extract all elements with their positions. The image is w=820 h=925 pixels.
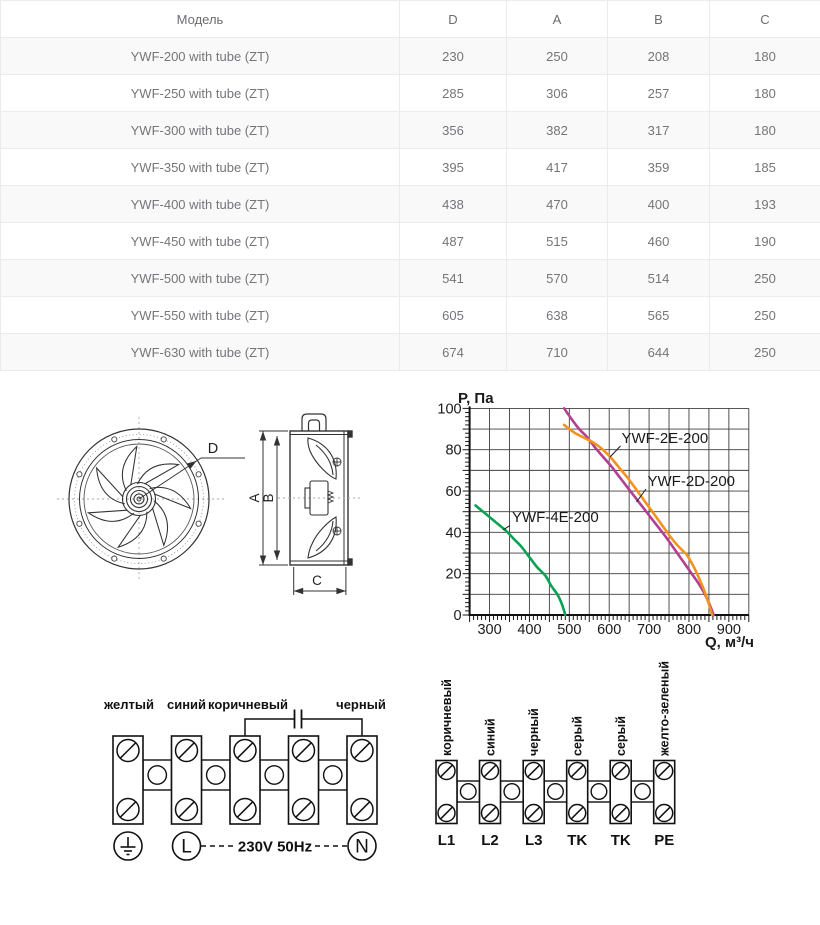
dim-d-label: D xyxy=(207,441,219,457)
wiring-diagram-single-phase xyxy=(85,690,405,875)
svg-text:900: 900 xyxy=(716,622,741,638)
table-cell: 180 xyxy=(710,75,820,112)
table-cell: YWF-200 with tube (ZT) xyxy=(1,38,400,75)
wiring-diagram-three-phase xyxy=(425,661,690,860)
table-cell: 250 xyxy=(710,297,820,334)
table-row xyxy=(1,38,820,75)
wire-label: коричневый xyxy=(208,697,288,712)
table-cell: 395 xyxy=(400,149,507,186)
table-row xyxy=(1,223,820,260)
terminal-designations xyxy=(438,832,674,849)
table-cell: YWF-350 with tube (ZT) xyxy=(1,149,400,186)
table-cell: 180 xyxy=(710,38,820,75)
x-axis-label: Q, м³/ч xyxy=(705,634,754,651)
table-row xyxy=(1,75,820,112)
table-cell: 470 xyxy=(507,186,608,223)
table-row xyxy=(1,334,820,371)
table-cell: 382 xyxy=(507,112,608,149)
svg-text:40: 40 xyxy=(445,525,462,542)
capacitor-circuit xyxy=(245,710,362,737)
table-cell: 306 xyxy=(507,75,608,112)
table-cell: 570 xyxy=(507,260,608,297)
table-cell: 285 xyxy=(400,75,507,112)
svg-text:20: 20 xyxy=(445,566,462,583)
table-cell: 257 xyxy=(608,75,710,112)
column-header: A xyxy=(507,1,608,38)
svg-text:800: 800 xyxy=(676,622,702,638)
table-cell: 250 xyxy=(710,260,820,297)
table-cell: YWF-250 with tube (ZT) xyxy=(1,75,400,112)
table-cell: 250 xyxy=(710,334,820,371)
table-cell: 565 xyxy=(608,297,710,334)
svg-text:500: 500 xyxy=(557,622,582,638)
dimensions-table xyxy=(0,0,820,371)
wire-label: желто-зеленый xyxy=(657,661,672,756)
table-cell: 438 xyxy=(400,186,507,223)
junction-box xyxy=(302,414,326,431)
svg-text:600: 600 xyxy=(597,622,622,638)
column-header: Модель xyxy=(1,1,400,38)
terminal-strip xyxy=(113,736,377,824)
wire-label: синий xyxy=(483,718,498,756)
svg-text:60: 60 xyxy=(445,484,462,501)
table-cell: YWF-400 with tube (ZT) xyxy=(1,186,400,223)
performance-chart xyxy=(430,390,820,660)
table-cell: YWF-630 with tube (ZT) xyxy=(1,334,400,371)
dim-c-label: C xyxy=(312,573,322,588)
column-header: B xyxy=(608,1,710,38)
svg-text:80: 80 xyxy=(445,442,462,459)
table-body xyxy=(1,38,820,371)
table-cell: 638 xyxy=(507,297,608,334)
wire-label: черный xyxy=(527,708,542,756)
svg-text:100: 100 xyxy=(437,401,462,418)
table-cell: 514 xyxy=(608,260,710,297)
table-cell: YWF-550 with tube (ZT) xyxy=(1,297,400,334)
terminal-label: PE xyxy=(654,832,675,849)
power-terminals xyxy=(114,832,376,860)
table-row xyxy=(1,260,820,297)
table-row xyxy=(1,112,820,149)
table-cell: 400 xyxy=(608,186,710,223)
chart-series-labels xyxy=(503,430,735,530)
terminal-strip xyxy=(436,761,675,824)
table-cell: YWF-300 with tube (ZT) xyxy=(1,112,400,149)
table-cell: 180 xyxy=(710,112,820,149)
y-axis-label: P, Па xyxy=(458,390,494,407)
line-terminal-label: L xyxy=(181,836,192,858)
wire-label: серый xyxy=(570,716,585,756)
terminal-label: L3 xyxy=(524,832,543,849)
wire-color-labels xyxy=(103,697,386,712)
table-row xyxy=(1,186,820,223)
column-header: D xyxy=(400,1,507,38)
table-cell: 190 xyxy=(710,223,820,260)
table-cell: 644 xyxy=(608,334,710,371)
table-cell: 185 xyxy=(710,149,820,186)
wire-label: черный xyxy=(336,697,386,712)
table-cell: 317 xyxy=(608,112,710,149)
table-row xyxy=(1,297,820,334)
table-header-row xyxy=(1,1,820,38)
wire-label: коричневый xyxy=(440,679,454,756)
voltage-label: 230V 50Hz xyxy=(237,838,313,856)
table-cell: 417 xyxy=(507,149,608,186)
table-cell: 460 xyxy=(608,223,710,260)
dim-b-label: B xyxy=(261,493,276,503)
wire-label: синий xyxy=(166,697,207,712)
table-row xyxy=(1,149,820,186)
table-cell: 230 xyxy=(400,38,507,75)
wire-label: желтый xyxy=(104,697,154,712)
wire-label: серый xyxy=(614,716,629,756)
fan-front-view-drawing xyxy=(55,412,255,587)
impeller-profile xyxy=(305,438,336,558)
svg-text:300: 300 xyxy=(477,622,502,638)
table-cell: 193 xyxy=(710,186,820,223)
table-cell: 208 xyxy=(608,38,710,75)
svg-text:400: 400 xyxy=(517,622,542,638)
dim-a-label: A xyxy=(247,493,262,503)
table-cell: YWF-500 with tube (ZT) xyxy=(1,260,400,297)
table-cell: 250 xyxy=(507,38,608,75)
series-label-ywf-2e-200: YWF-2E-200 xyxy=(621,430,709,447)
neutral-terminal-label: N xyxy=(355,836,369,858)
table-cell: 541 xyxy=(400,260,507,297)
dimension-d xyxy=(139,441,245,499)
table-cell: YWF-450 with tube (ZT) xyxy=(1,223,400,260)
table-cell: 359 xyxy=(608,149,710,186)
svg-text:0: 0 xyxy=(453,608,462,624)
terminal-label: TK xyxy=(567,832,588,849)
table-cell: 710 xyxy=(507,334,608,371)
column-header: C xyxy=(710,1,820,38)
ground-symbol xyxy=(114,832,142,860)
series-label-ywf-2d-200: YWF-2D-200 xyxy=(647,473,736,490)
fan-side-view-drawing xyxy=(248,403,363,598)
series-label-ywf-4e-200: YWF-4E-200 xyxy=(512,509,599,526)
svg-text:700: 700 xyxy=(636,622,662,638)
side-screws xyxy=(333,458,341,535)
wire-color-labels xyxy=(440,661,672,757)
terminal-label: TK xyxy=(610,832,631,849)
table-cell: 356 xyxy=(400,112,507,149)
terminal-label: L2 xyxy=(481,832,499,849)
table-cell: 674 xyxy=(400,334,507,371)
table-cell: 487 xyxy=(400,223,507,260)
table-cell: 605 xyxy=(400,297,507,334)
terminal-label: L1 xyxy=(437,832,456,849)
table-cell: 515 xyxy=(507,223,608,260)
